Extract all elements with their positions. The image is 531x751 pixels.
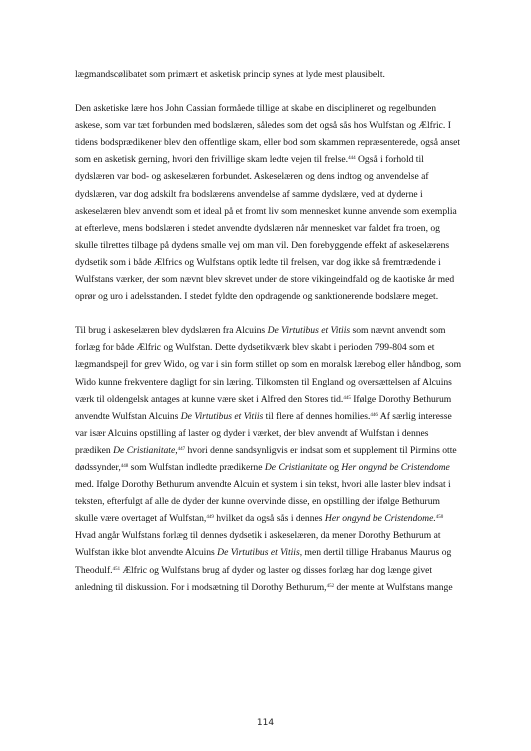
footnote-ref[interactable]: 444 [348,156,356,162]
work-title: De Cristianitate [264,461,327,473]
text-run: Af særlig interesse var især Alcuins opstilling af laster og dyder i værket, der blev anvendt af Wulfstan i dennes prædiken [75,410,452,456]
text-run: som Wulfstan indledte prædikerne [128,461,265,473]
text-run: Den asketiske lære hos John Cassian formåede tillige at skabe en disciplineret og regelbunden askese, som var tæt forbunden med bodslæren, således som det også sås hos Wulfstan og Ælfric. I tidens bodsprædikener blev den offentlige skam, eller bod som skammen repræsenterede, også anset som en asketisk gerning, hvori den frivillige skam ledte vejen til frelse. [75,103,461,166]
work-title: Her ongynd be Cristendome [341,461,450,473]
footnote-ref[interactable]: 449 [206,515,214,521]
text-run: men dertil tillige Hrabanus Maurus og Theodulf. [75,547,452,576]
text-run: Ifølge Dorothy Bethurum anvendte Wulfstan Alcuins [75,393,452,422]
page-number: 114 [256,718,275,728]
text-run: der mente at Wulfstans mange [334,581,453,593]
footnote-ref[interactable]: 447 [177,446,186,452]
work-title: De Virtutibus et Vitiis [180,410,264,422]
body-text [75,66,464,613]
text-run: og [326,461,342,473]
footnote-ref[interactable]: 450 [435,515,444,521]
paragraph-alcuin [75,322,464,596]
footnote-ref[interactable]: 452 [326,583,335,589]
text-run: Til brug i askeselæren blev dydslæren fra Alcuins [75,325,268,337]
text-run: hvori denne sandsynligvis er indsat som et supplement til Pirmins otte dødssynder, [75,444,457,473]
text-run: , [175,444,178,456]
text-run: Hvad angår Wulfstans forlæg til dennes dydsetik i askeselæren, da mener Dorothy Bethurum at Wulfstan ikke blot anvendte Alcuins [75,530,441,559]
work-title: De Virtutibus et Vitiis, [217,547,303,559]
footnote-ref[interactable]: 448 [120,463,129,469]
work-title: De Virtutibus et Vitiis [267,325,351,337]
paragraph-continuation [75,66,464,83]
text-run: som nævnt anvendt som forlæg for både Ælfric og Wulfstan. Dette dydsetikværk blev skabt i perioden 799-804 som et lægmandspejl for grev Wido, og var i sin form stillet op som en moralsk lærebog eller håndbog, som Wido kunne frekventere dagligt for sin læring. Tilkomsten til England og oversættelsen af Alcuins værk til oldengelsk antages at kunne være sket i Alfred den Stores tid. [75,325,462,405]
footnote-ref[interactable]: 446 [370,412,378,418]
work-title: De Cristianitate [113,444,176,456]
text-run: Også i forhold til dydslæren var bod- og askeselæren forbundet. Askeselæren og dens indtog og anvendelse af dydslæren, var dog adskilt fra bodslærens anvendelse af samme dydslære, ved at dyderne i askeselæren blev anvendt som et ideal på et fromt liv som mennesket kunne anvende som exemplia at efterleve, mens bodslæren i stedet anvendte dydslæren når mennesket var faldet fra troen, og skulle tilrettes tilbage på dydens smalle vej om man vil. Den forebyggende effekt af askeselærens dydsetik som i både Ælfrics og Wulfstans optik ledte til frelsen, var dog ikke så fremtrædende i Wulfstans værker, der som nævnt blev skrevet under de store vikingeindfald og de kaotiske år med oprør og uro i adelsstanden. I stedet fyldte den opdragende og sanktionerende bodslære meget. [75,154,457,303]
footnote-ref[interactable]: 451 [112,566,121,572]
text-run: Ælfric og Wulfstans brug af dyder og laster og disses forlæg har dog længe givet anledning til diskussion. For i modsætning til Dorothy Bethurum, [75,564,433,593]
footnote-ref[interactable]: 445 [343,395,351,401]
text-run: med. Ifølge Dorothy Bethurum anvendte Alcuin et system i sin tekst, hvori alle laster blev indsat i teksten, efterfulgt af alle de dyder der kunne overvinde disse, en opstilling der ifølge Bethurum skulle være overtaget af Wulfstan, [75,479,451,525]
text-run: lægmandscølibatet som primært et asketisk princip synes at lyde mest plausibelt. [75,69,385,80]
text-run: til flere af dennes homilies. [263,410,371,422]
work-title: Her ongynd be Cristendome. [324,513,436,525]
text-run: hvilket da også sås i dennes [213,513,325,525]
paragraph-cassian [75,100,464,305]
